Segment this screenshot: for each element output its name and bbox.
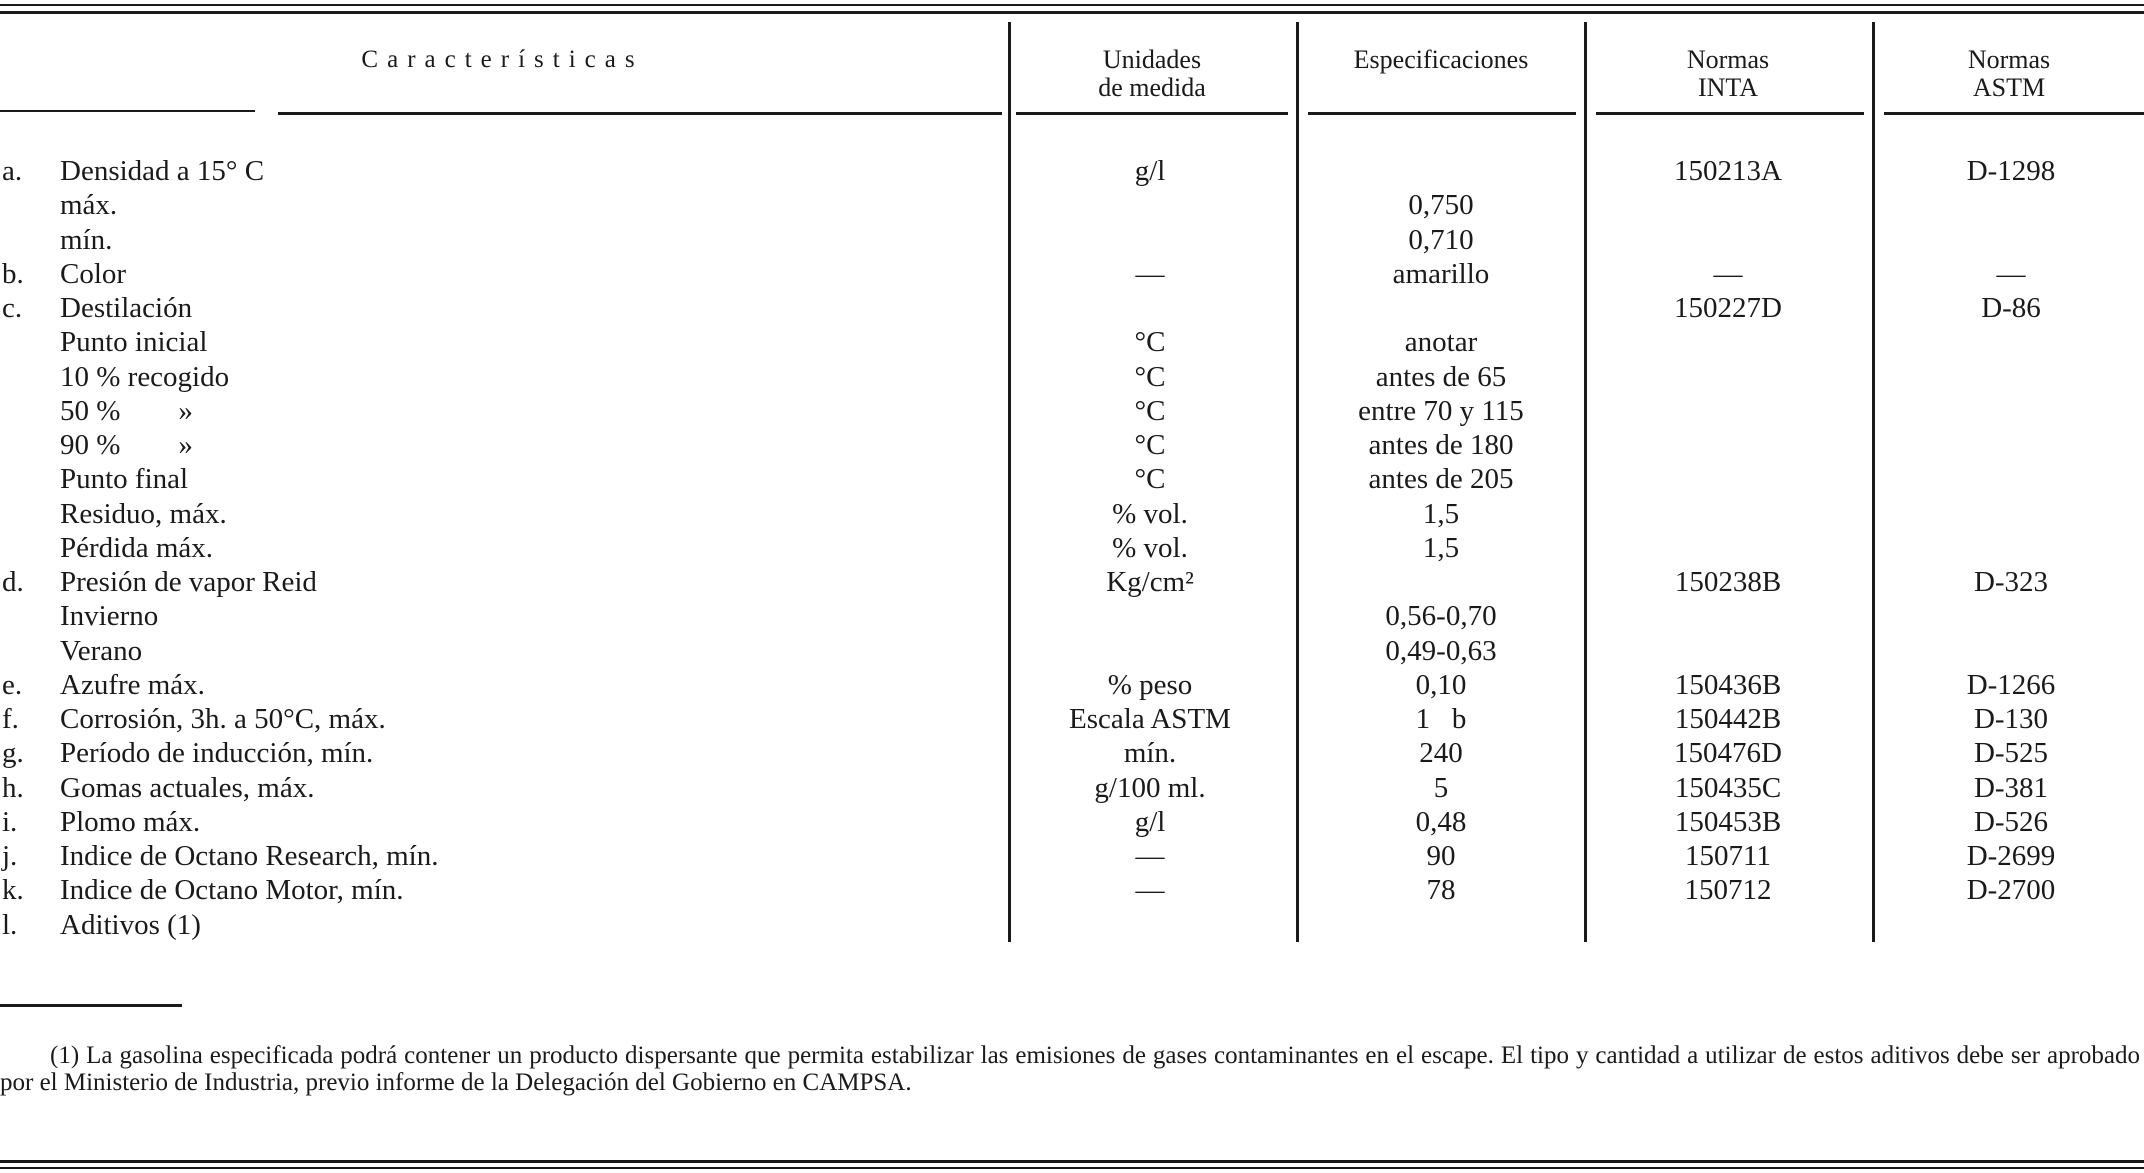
row-norma-inta: 150213A	[1674, 155, 1782, 187]
row-letter: b.	[2, 257, 24, 290]
table-row	[0, 428, 2144, 462]
header-underline	[0, 110, 255, 112]
footnote-text: (1) La gasolina especificada podrá contener un producto dispersante que permita estabilizar las emisiones de gases contaminantes en el escape. El tipo y cantidad a utilizar de estos aditivos debe ser aprobado por el Ministerio de Industria, previo informe de la Delegación del Gobierno en CAMPSA.	[0, 1042, 2140, 1096]
row-letter: f.	[2, 703, 19, 735]
row-letter: l.	[2, 908, 18, 941]
row-norma-astm: D-323	[1973, 566, 2049, 598]
row-characteristic: Densidad a 15° C	[60, 155, 265, 187]
row-unit: Escala ASTM	[1069, 703, 1231, 735]
table-row	[0, 154, 2144, 188]
row-norma-astm: D-526	[1973, 805, 2049, 838]
table-row	[0, 771, 2144, 805]
row-unit: % peso	[1107, 668, 1193, 701]
header-inta: Normas INTA	[1686, 45, 1770, 102]
header-underline	[1308, 112, 1576, 115]
row-unit: —	[1135, 840, 1165, 872]
table-row	[0, 565, 2144, 599]
row-norma-astm: D-86	[1981, 292, 2041, 324]
row-norma-inta: 150453B	[1674, 805, 1782, 838]
row-letter: d.	[2, 566, 24, 598]
row-characteristic: Destilación	[60, 292, 193, 324]
bottom-rule-thin	[0, 1167, 2144, 1169]
table-row	[0, 325, 2144, 359]
row-characteristic: mín.	[60, 223, 113, 256]
row-characteristic: Residuo, máx.	[60, 497, 227, 530]
row-unit: °C	[1134, 463, 1166, 496]
row-norma-inta: —	[1713, 257, 1743, 290]
header-underline	[1884, 112, 2144, 115]
header-underline	[278, 112, 1002, 115]
row-specification: antes de 205	[1368, 463, 1514, 496]
row-unit: °C	[1134, 360, 1166, 393]
row-norma-inta: 150227D	[1674, 292, 1782, 324]
bottom-rule-thick	[0, 1160, 2144, 1163]
row-specification: 1,5	[1422, 497, 1460, 530]
table-row	[0, 462, 2144, 496]
row-unit: Kg/cm²	[1106, 566, 1194, 598]
row-unit: —	[1135, 257, 1165, 290]
table-row	[0, 805, 2144, 839]
row-specification: antes de 65	[1375, 360, 1507, 393]
row-unit: mín.	[1123, 737, 1177, 770]
row-characteristic: Punto final	[60, 463, 189, 496]
row-characteristic: Punto inicial	[60, 326, 208, 359]
row-norma-inta: 150436B	[1674, 668, 1782, 701]
row-specification: 0,48	[1415, 805, 1467, 838]
header-underline	[1596, 112, 1864, 115]
row-norma-inta: 150712	[1684, 874, 1772, 907]
table-row	[0, 360, 2144, 394]
row-specification: 0,750	[1408, 189, 1474, 222]
table-row	[0, 257, 2144, 291]
row-characteristic: Presión de vapor Reid	[60, 566, 317, 598]
row-letter: g.	[2, 737, 24, 770]
row-characteristic: 50 % »	[60, 394, 193, 427]
row-norma-astm: D-130	[1973, 703, 2049, 735]
row-unit: °C	[1134, 429, 1166, 461]
row-unit: °C	[1134, 394, 1166, 427]
row-norma-inta: 150442B	[1674, 703, 1782, 735]
row-unit: —	[1135, 874, 1165, 907]
row-norma-astm: —	[1996, 257, 2026, 290]
row-characteristic: Verano	[60, 634, 143, 667]
row-norma-inta: 150711	[1685, 840, 1771, 872]
row-characteristic: Aditivos (1)	[60, 908, 201, 941]
row-specification: 0,710	[1408, 223, 1474, 256]
table-row	[0, 188, 2144, 222]
row-characteristic: 10 % recogido	[60, 360, 230, 393]
row-characteristic: Indice de Octano Motor, mín.	[60, 874, 404, 907]
row-specification: 0,49-0,63	[1385, 634, 1497, 667]
row-specification: 0,56-0,70	[1385, 600, 1497, 633]
top-rule-thin	[0, 4, 2144, 6]
table-row	[0, 223, 2144, 257]
row-norma-astm: D-1298	[1966, 155, 2056, 187]
row-characteristic: Gomas actuales, máx.	[60, 771, 315, 804]
row-characteristic: máx.	[60, 189, 118, 222]
row-specification: 1 b	[1415, 703, 1467, 735]
row-characteristic: Invierno	[60, 600, 159, 633]
header-astm: Normas ASTM	[1967, 45, 2051, 102]
row-characteristic: Indice de Octano Research, mín.	[60, 840, 439, 872]
table-row	[0, 702, 2144, 736]
row-letter: c.	[2, 292, 23, 324]
row-specification: 1,5	[1422, 531, 1460, 564]
row-letter: a.	[2, 155, 23, 187]
row-norma-astm: D-2700	[1966, 874, 2056, 907]
row-characteristic: Color	[60, 257, 127, 290]
row-unit: g/l	[1134, 805, 1166, 838]
table-row	[0, 873, 2144, 907]
row-letter: h.	[2, 771, 24, 804]
row-norma-inta: 150476D	[1674, 737, 1782, 770]
row-unit: g/l	[1134, 155, 1166, 187]
row-specification: 78	[1426, 874, 1456, 907]
row-letter: k.	[2, 874, 24, 907]
table-row	[0, 668, 2144, 702]
row-letter: e.	[2, 668, 23, 701]
row-specification: anotar	[1404, 326, 1478, 359]
row-characteristic: Corrosión, 3h. a 50°C, máx.	[60, 703, 386, 735]
row-characteristic: Plomo máx.	[60, 805, 201, 838]
table-row	[0, 736, 2144, 770]
row-letter: i.	[2, 805, 18, 838]
row-characteristic: Azufre máx.	[60, 668, 205, 701]
row-unit: % vol.	[1112, 497, 1188, 530]
row-specification: 240	[1419, 737, 1463, 770]
row-specification: 90	[1426, 840, 1456, 872]
row-unit: g/100 ml.	[1094, 771, 1206, 804]
row-specification: 5	[1433, 771, 1449, 804]
footnote-rule	[0, 1004, 182, 1007]
header-units: Unidades de medida	[1098, 45, 1206, 102]
row-norma-inta: 150238B	[1674, 566, 1782, 598]
table-row	[0, 394, 2144, 428]
row-specification: antes de 180	[1368, 429, 1514, 461]
row-characteristic: 90 % »	[60, 429, 193, 461]
row-letter: j.	[2, 840, 18, 872]
table-row	[0, 531, 2144, 565]
row-specification: 0,10	[1415, 668, 1467, 701]
table-row	[0, 839, 2144, 873]
header-underline	[1016, 112, 1288, 115]
row-characteristic: Período de inducción, mín.	[60, 737, 374, 770]
row-specification: entre 70 y 115	[1358, 394, 1524, 427]
header-characteristics: Características	[361, 46, 644, 73]
row-specification: amarillo	[1392, 257, 1490, 290]
row-norma-astm: D-381	[1973, 771, 2049, 804]
row-characteristic: Pérdida máx.	[60, 531, 214, 564]
table-row	[0, 908, 2144, 942]
header-specifications: Especificaciones	[1353, 45, 1529, 74]
row-norma-astm: D-2699	[1966, 840, 2056, 872]
table-row	[0, 599, 2144, 633]
table-row	[0, 497, 2144, 531]
table-row	[0, 634, 2144, 668]
row-unit: °C	[1134, 326, 1166, 359]
table-row	[0, 291, 2144, 325]
row-norma-astm: D-525	[1973, 737, 2049, 770]
row-norma-inta: 150435C	[1674, 771, 1782, 804]
top-rule-thick	[0, 11, 2144, 14]
row-norma-astm: D-1266	[1966, 668, 2056, 701]
row-unit: % vol.	[1112, 531, 1188, 564]
